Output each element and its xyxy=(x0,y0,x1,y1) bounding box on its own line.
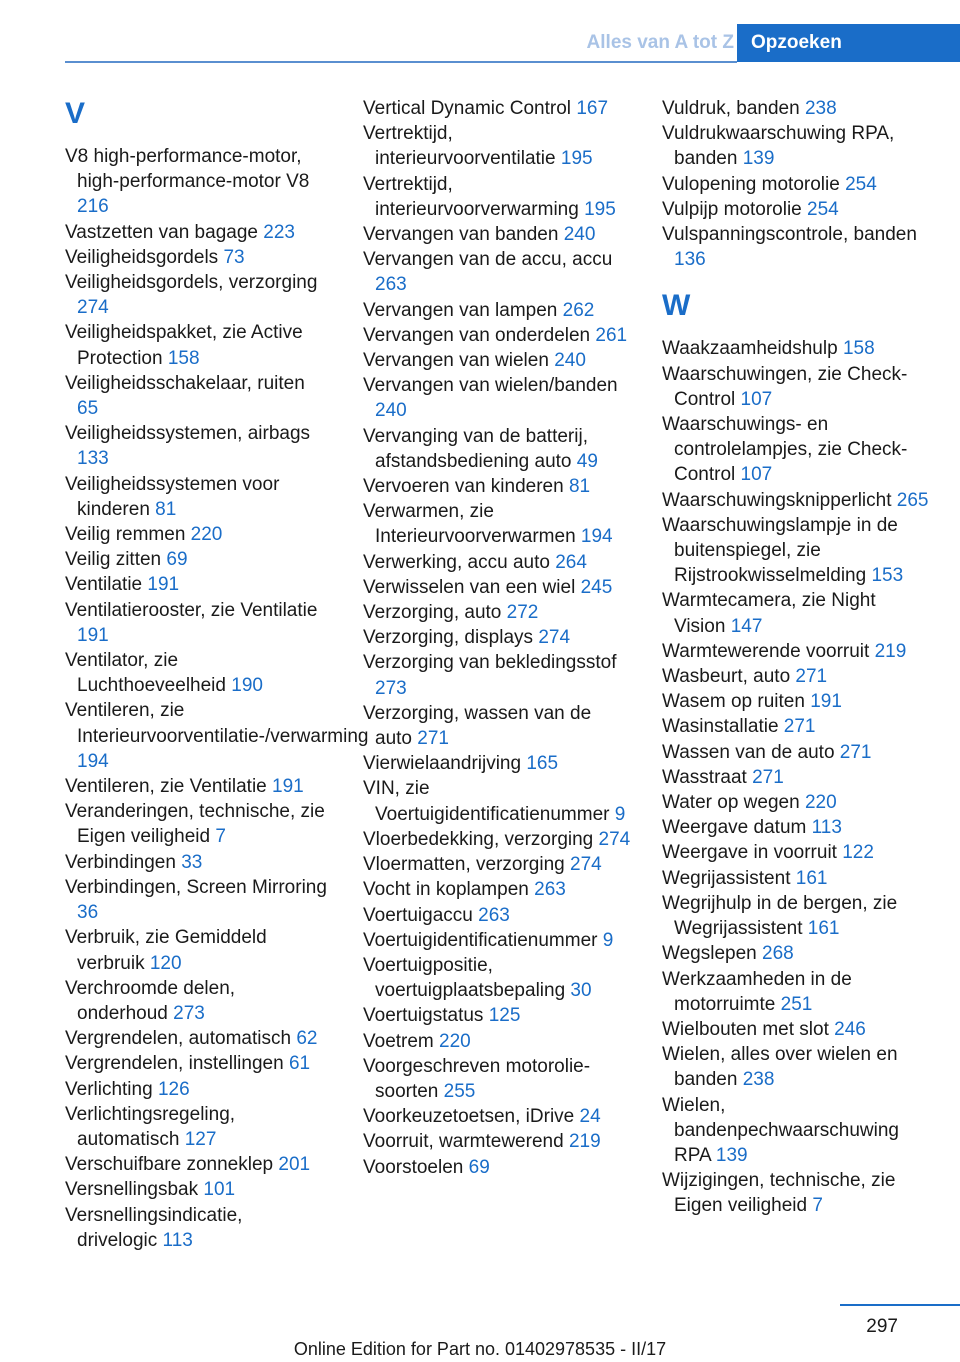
page-reference-link[interactable]: 161 xyxy=(807,918,840,940)
page-reference-link[interactable]: 262 xyxy=(562,299,595,321)
index-entry xyxy=(363,575,631,600)
page-reference-link[interactable]: 147 xyxy=(730,615,763,637)
entry-term: Verwerking, accu auto xyxy=(363,551,550,573)
page-reference-link[interactable]: 126 xyxy=(157,1078,190,1100)
page-header xyxy=(0,24,960,62)
entry-term: Verzorging, displays xyxy=(363,627,534,649)
page-reference-link[interactable]: 7 xyxy=(812,1195,823,1217)
page-reference-link[interactable]: 240 xyxy=(563,224,596,246)
index-entry xyxy=(662,941,930,966)
page-reference-link[interactable]: 161 xyxy=(795,867,828,889)
page-reference-link[interactable]: 268 xyxy=(762,943,794,965)
page-reference-link[interactable]: 113 xyxy=(162,1229,193,1251)
entry-term: Vulopening motorolie xyxy=(662,173,840,195)
index-entry xyxy=(363,1029,631,1054)
index-entry xyxy=(65,472,327,522)
entry-term: Ventileren, zie Interieurvoorventilatie-/verwarming xyxy=(65,700,369,747)
page-reference-link[interactable]: 136 xyxy=(674,249,706,271)
entry-term: Voorgeschreven motorolie-soorten xyxy=(363,1055,591,1102)
entry-term: Voertuigidentificatienummer xyxy=(363,929,598,951)
page-reference-link[interactable]: 62 xyxy=(296,1028,318,1050)
entry-term: Ventilatie xyxy=(65,574,143,596)
page-reference-link[interactable]: 127 xyxy=(184,1128,217,1150)
index-entry xyxy=(363,650,631,700)
entry-term: Verbindingen, Screen Mirroring xyxy=(65,876,327,898)
entry-term: Voetrem xyxy=(363,1030,434,1052)
index-list xyxy=(363,96,631,1180)
index-entry xyxy=(363,550,631,575)
entry-term: Wegrijassistent xyxy=(662,867,791,889)
index-entry xyxy=(363,903,631,928)
index-entry xyxy=(363,348,631,373)
index-entry xyxy=(363,298,631,323)
entry-term: Verschuifbare zonneklep xyxy=(65,1154,274,1176)
page-reference-link[interactable]: 113 xyxy=(811,817,842,839)
page-reference-link[interactable]: 61 xyxy=(288,1053,311,1075)
index-entry xyxy=(662,1168,930,1218)
index-letter-v: V xyxy=(65,97,86,130)
page-reference-link[interactable]: 251 xyxy=(780,993,813,1015)
index-entry xyxy=(363,625,631,650)
index-entry xyxy=(363,474,631,499)
index-list xyxy=(662,336,930,1218)
index-entry xyxy=(363,373,631,423)
entry-term: Verlichting xyxy=(65,1078,153,1100)
index-entry xyxy=(65,698,369,774)
index-entry xyxy=(65,270,327,320)
index-entry xyxy=(662,639,930,664)
page-reference-link[interactable]: 274 xyxy=(77,297,109,319)
page-reference-link[interactable]: 167 xyxy=(576,98,609,119)
index-entry xyxy=(65,144,327,220)
index-entry xyxy=(662,1093,930,1169)
index-entry xyxy=(662,891,930,941)
index-entry xyxy=(65,875,327,925)
index-entry xyxy=(662,513,930,589)
index-entry xyxy=(65,1077,327,1102)
page-reference-link[interactable]: 271 xyxy=(417,728,449,750)
index-entry xyxy=(65,421,327,471)
page-reference-link[interactable]: 133 xyxy=(77,448,109,470)
index-entry xyxy=(65,1203,327,1253)
index-entry xyxy=(662,714,930,739)
index-letter-w: W xyxy=(662,289,691,323)
index-entry xyxy=(363,323,631,348)
section-title: Alles van A tot Z xyxy=(586,32,734,53)
page-reference-link[interactable]: 195 xyxy=(560,148,593,170)
entry-term: Wegrijhulp in de bergen, zie Wegrijassistent xyxy=(662,892,898,940)
entry-term: Veiligheidsgordels, verzorging xyxy=(65,272,318,294)
entry-term: Wielen, bandenpechwaarschuwing RPA xyxy=(662,1094,899,1166)
entry-term: Veiligheidssystemen voor kinderen xyxy=(65,473,280,520)
index-column-1 xyxy=(65,96,369,1253)
index-entry xyxy=(662,172,930,197)
chapter-tab[interactable]: Opzoeken xyxy=(737,24,960,62)
index-entry xyxy=(662,664,930,689)
page-reference-link[interactable]: 191 xyxy=(77,624,109,646)
index-entry xyxy=(65,1051,327,1076)
index-entry xyxy=(65,320,327,370)
index-entry xyxy=(662,790,930,815)
entry-term: Voertuigpositie, voertuigplaatsbepaling xyxy=(363,954,566,1002)
entry-term: Weergave datum xyxy=(662,817,807,839)
page-reference-link[interactable]: 24 xyxy=(579,1106,601,1128)
entry-term: Waarschuwings- en controlelampjes, zie Check-Control xyxy=(662,414,908,486)
index-entry xyxy=(65,547,327,572)
page-reference-link[interactable]: 271 xyxy=(783,716,816,738)
page-reference-link[interactable]: 158 xyxy=(842,338,875,360)
index-entry xyxy=(662,689,930,714)
entry-term: Voorstoelen xyxy=(363,1156,464,1178)
index-entry xyxy=(662,1042,930,1092)
page-reference-link[interactable]: 139 xyxy=(715,1144,748,1166)
entry-term: Voertuigaccu xyxy=(363,904,473,926)
entry-term: Veranderingen, technische, zie Eigen veiligheid xyxy=(65,801,325,848)
index-column-2 xyxy=(363,96,631,1180)
page-reference-link[interactable]: 190 xyxy=(231,675,263,697)
index-entry xyxy=(65,522,327,547)
page-reference-link[interactable]: 30 xyxy=(570,980,592,1002)
entry-term: Vulpijp motorolie xyxy=(662,198,802,220)
page-reference-link[interactable]: 216 xyxy=(77,196,109,218)
index-entry xyxy=(363,600,631,625)
entry-term: Verzorging van bekledingsstof xyxy=(363,652,617,674)
page-reference-link[interactable]: 238 xyxy=(742,1069,775,1091)
index-entry xyxy=(662,488,930,513)
index-entry xyxy=(363,499,631,549)
page-reference-link[interactable]: 274 xyxy=(538,627,571,649)
page-reference-link[interactable]: 240 xyxy=(375,400,407,422)
page-number: 297 xyxy=(866,1316,898,1337)
entry-term: Veilig remmen xyxy=(65,524,186,546)
letter-gap xyxy=(662,272,930,288)
index-entry xyxy=(65,925,327,975)
page-reference-link[interactable]: 69 xyxy=(468,1156,490,1178)
index-entry xyxy=(65,774,327,799)
entry-term: Verzorging, auto xyxy=(363,602,502,624)
page-reference-link[interactable]: 65 xyxy=(77,398,99,420)
entry-term: Versnellingsbak xyxy=(65,1179,199,1201)
page-reference-link[interactable]: 81 xyxy=(568,476,591,498)
page-reference-link[interactable]: 165 xyxy=(526,753,559,775)
page-reference-link[interactable]: 263 xyxy=(534,879,566,901)
index-entry xyxy=(363,1155,631,1180)
entry-term: Wasinstallatie xyxy=(662,716,779,738)
page-reference-link[interactable]: 139 xyxy=(742,148,775,170)
index-entry xyxy=(363,953,631,1003)
page-reference-link[interactable]: 274 xyxy=(598,828,631,850)
entry-term: Wasbeurt, auto xyxy=(662,666,791,688)
index-list xyxy=(662,96,930,272)
page-reference-link[interactable]: 7 xyxy=(215,826,226,848)
index-entry xyxy=(363,424,631,474)
entry-term: Veiligheidsschakelaar, ruiten xyxy=(65,372,305,394)
index-entry xyxy=(662,967,930,1017)
index-entry xyxy=(662,840,930,865)
entry-term: Verzorging, wassen van de auto xyxy=(363,702,592,750)
index-entry xyxy=(363,1129,631,1154)
page-reference-link[interactable]: 220 xyxy=(804,792,837,814)
page-reference-link[interactable]: 194 xyxy=(580,526,613,548)
index-entry xyxy=(662,740,930,765)
page-reference-link[interactable]: 101 xyxy=(203,1179,236,1201)
page-reference-link[interactable]: 36 xyxy=(77,902,99,924)
entry-term: Versnellingsindicatie, drivelogic xyxy=(65,1204,243,1251)
index-entry xyxy=(662,197,930,222)
entry-term: Vastzetten van bagage xyxy=(65,221,258,243)
index-entry xyxy=(363,877,631,902)
entry-term: Vertrektijd, interieurvoorverwarming xyxy=(363,173,579,220)
entry-term: Wasem op ruiten xyxy=(662,691,805,713)
index-entry xyxy=(363,852,631,877)
entry-term: VIN, zie Voertuigidentificatienummer xyxy=(363,778,610,825)
entry-term: Ventilator, zie Luchthoeveelheid xyxy=(65,650,226,697)
index-entry xyxy=(662,765,930,790)
index-entry xyxy=(363,1104,631,1129)
entry-term: Wegslepen xyxy=(662,943,757,965)
entry-term: Warmtewerende voorruit xyxy=(662,640,870,662)
page-reference-link[interactable]: 264 xyxy=(555,551,587,573)
page-reference-link[interactable]: 73 xyxy=(223,246,245,268)
page-reference-link[interactable]: 240 xyxy=(554,350,586,372)
entry-term: Vervangen van banden xyxy=(363,224,559,246)
index-list xyxy=(65,144,369,1253)
index-entry xyxy=(363,1003,631,1028)
page-reference-link[interactable]: 271 xyxy=(839,741,872,763)
index-entry xyxy=(65,572,327,597)
entry-term: Werkzaamheden in de motorruimte xyxy=(662,968,852,1015)
entry-term: Wielbouten met slot xyxy=(662,1018,829,1040)
page-reference-link[interactable]: 219 xyxy=(874,640,907,662)
index-entry xyxy=(65,850,327,875)
index-column-3 xyxy=(662,96,930,1219)
index-entry xyxy=(363,96,631,121)
entry-term: Voorkeuzetoetsen, iDrive xyxy=(363,1106,575,1128)
index-entry xyxy=(363,1054,631,1104)
page-reference-link[interactable]: 220 xyxy=(439,1030,471,1052)
page-reference-link[interactable]: 107 xyxy=(740,388,773,410)
entry-term: Vervangen van onderdelen xyxy=(363,324,591,346)
entry-term: Vuldruk, banden xyxy=(662,98,800,119)
page-reference-link[interactable]: 274 xyxy=(570,854,602,876)
page-reference-link[interactable]: 107 xyxy=(740,464,773,486)
footer-divider xyxy=(840,1304,960,1306)
page-reference-link[interactable]: 9 xyxy=(614,803,626,825)
entry-term: Vergrendelen, automatisch xyxy=(65,1028,292,1050)
entry-term: Vervanging van de batterij, afstandsbediening auto xyxy=(363,425,588,472)
page-reference-link[interactable]: 81 xyxy=(155,498,177,520)
index-entry xyxy=(363,701,631,751)
entry-term: Vloermatten, verzorging xyxy=(363,854,565,876)
index-entry xyxy=(662,222,930,272)
page-reference-link[interactable]: 265 xyxy=(896,489,929,511)
entry-term: Veiligheidspakket, zie Active Protection xyxy=(65,322,303,369)
index-entry xyxy=(65,1102,327,1152)
entry-term: Vocht in koplampen xyxy=(363,879,529,901)
index-entry xyxy=(363,928,631,953)
index-entry xyxy=(65,648,327,698)
entry-term: Ventilatierooster, zie Ventilatie xyxy=(65,599,318,621)
entry-term: Veilig zitten xyxy=(65,549,162,571)
page-reference-link[interactable]: 223 xyxy=(263,221,295,243)
entry-term: Voertuigstatus xyxy=(363,1005,484,1027)
page-reference-link[interactable]: 69 xyxy=(166,549,188,571)
entry-term: Water op wegen xyxy=(662,792,800,814)
entry-term: Vergrendelen, instellingen xyxy=(65,1053,284,1075)
page-reference-link[interactable]: 272 xyxy=(506,602,539,624)
entry-term: Vertrektijd, interieurvoorventilatie xyxy=(363,123,556,170)
entry-term: Vulspanningscontrole, banden xyxy=(662,224,917,246)
entry-term: Veiligheidssystemen, airbags xyxy=(65,423,311,445)
index-entry xyxy=(65,976,327,1026)
entry-term: Vuldrukwaarschuwing RPA, banden xyxy=(662,123,895,170)
entry-term: Waakzaamheidshulp xyxy=(662,338,838,360)
page-reference-link[interactable]: 125 xyxy=(488,1005,521,1027)
index-entry xyxy=(662,1017,930,1042)
index-entry xyxy=(662,362,930,412)
page-reference-link[interactable]: 261 xyxy=(595,324,628,346)
index-entry xyxy=(363,172,631,222)
entry-term: Vloerbedekking, verzorging xyxy=(363,828,594,850)
entry-term: Veiligheidsgordels xyxy=(65,246,219,268)
page-reference-link[interactable]: 195 xyxy=(584,198,616,220)
index-entry xyxy=(363,751,631,776)
page-reference-link[interactable]: 9 xyxy=(602,929,614,951)
entry-term: V8 high-performance-motor, high-performance-motor V8 xyxy=(65,146,310,193)
entry-term: Verwisselen van een wiel xyxy=(363,576,576,598)
page-reference-link[interactable]: 238 xyxy=(804,98,837,119)
index-entry xyxy=(662,588,930,638)
entry-term: Vervoeren van kinderen xyxy=(363,476,564,498)
index-entry xyxy=(363,247,631,297)
index-entry xyxy=(662,866,930,891)
page-reference-link[interactable]: 201 xyxy=(278,1154,311,1176)
index-entry xyxy=(65,1152,327,1177)
page-reference-link[interactable]: 273 xyxy=(173,1002,205,1024)
entry-term: Waarschuwingsknipperlicht xyxy=(662,489,892,511)
index-entry xyxy=(65,1177,327,1202)
index-entry xyxy=(662,336,930,361)
entry-term: Verwarmen, zie Interieurvoorverwarmen xyxy=(363,501,576,548)
entry-term: Waarschuwingslampje in de buitenspiegel, zie Rijstrookwisselmelding xyxy=(662,514,898,587)
index-entry xyxy=(662,412,930,488)
entry-term: Vervangen van lampen xyxy=(363,299,558,321)
entry-term: Wielen, alles over wielen en banden xyxy=(662,1044,898,1091)
page-reference-link[interactable]: 271 xyxy=(795,666,828,688)
entry-term: Verbindingen xyxy=(65,851,176,873)
page-reference-link[interactable]: 191 xyxy=(147,574,180,596)
page-reference-link[interactable]: 120 xyxy=(149,952,182,974)
index-entry xyxy=(662,96,930,121)
page-reference-link[interactable]: 191 xyxy=(810,691,842,713)
page-reference-link[interactable]: 245 xyxy=(580,576,613,598)
page-reference-link[interactable]: 263 xyxy=(478,904,510,926)
page-reference-link[interactable]: 49 xyxy=(576,450,598,472)
entry-term: Vervangen van wielen/banden xyxy=(363,375,618,397)
page-reference-link[interactable]: 220 xyxy=(190,524,223,546)
page-reference-link[interactable]: 153 xyxy=(871,565,904,587)
entry-term: Vertical Dynamic Control xyxy=(363,98,572,119)
page-reference-link[interactable]: 254 xyxy=(845,173,877,195)
entry-term: Vervangen van wielen xyxy=(363,350,549,372)
index-entry xyxy=(65,371,327,421)
index-entry xyxy=(363,776,631,826)
entry-term: Wijzigingen, technische, zie Eigen veiligheid xyxy=(662,1170,896,1217)
page-reference-link[interactable]: 158 xyxy=(167,347,200,369)
page-reference-link[interactable]: 246 xyxy=(834,1018,866,1040)
entry-term: Weergave in voorruit xyxy=(662,842,837,864)
page-reference-link[interactable]: 271 xyxy=(752,766,784,788)
entry-term: Vervangen van de accu, accu xyxy=(363,249,613,271)
page-reference-link[interactable]: 254 xyxy=(807,198,839,220)
entry-term: Waarschuwingen, zie Check-Control xyxy=(662,363,908,410)
index-entry xyxy=(65,220,327,245)
page-reference-link[interactable]: 255 xyxy=(443,1080,476,1102)
entry-term: Wassen van de auto xyxy=(662,741,835,763)
page-reference-link[interactable]: 219 xyxy=(568,1131,601,1153)
page-reference-link[interactable]: 122 xyxy=(842,842,874,864)
entry-term: Wasstraat xyxy=(662,766,747,788)
entry-term: Ventileren, zie Ventilatie xyxy=(65,776,267,798)
page-reference-link[interactable]: 273 xyxy=(375,677,407,699)
entry-term: Warmtecamera, zie Night Vision xyxy=(662,590,876,637)
index-entry xyxy=(662,815,930,840)
index-entry xyxy=(662,121,930,171)
page-reference-link[interactable]: 33 xyxy=(181,851,203,873)
index-entry xyxy=(65,1026,327,1051)
entry-term: Verbruik, zie Gemiddeld verbruik xyxy=(65,927,267,974)
index-entry xyxy=(65,799,327,849)
index-entry xyxy=(363,121,631,171)
entry-term: Verchroomde delen, onderhoud xyxy=(65,977,236,1024)
entry-term: Vierwielaandrijving xyxy=(363,753,522,775)
index-entry xyxy=(363,222,631,247)
page-reference-link[interactable]: 191 xyxy=(272,776,304,798)
edition-note: Online Edition for Part no. 01402978535 - II/17 xyxy=(293,1339,667,1359)
entry-term: Verlichtingsregeling, automatisch xyxy=(65,1103,236,1150)
page-reference-link[interactable]: 263 xyxy=(375,274,407,296)
index-entry xyxy=(65,245,327,270)
entry-term: Voorruit, warmtewerend xyxy=(363,1131,564,1153)
index-entry xyxy=(363,827,631,852)
index-entry xyxy=(65,598,327,648)
page-reference-link[interactable]: 194 xyxy=(77,750,109,772)
